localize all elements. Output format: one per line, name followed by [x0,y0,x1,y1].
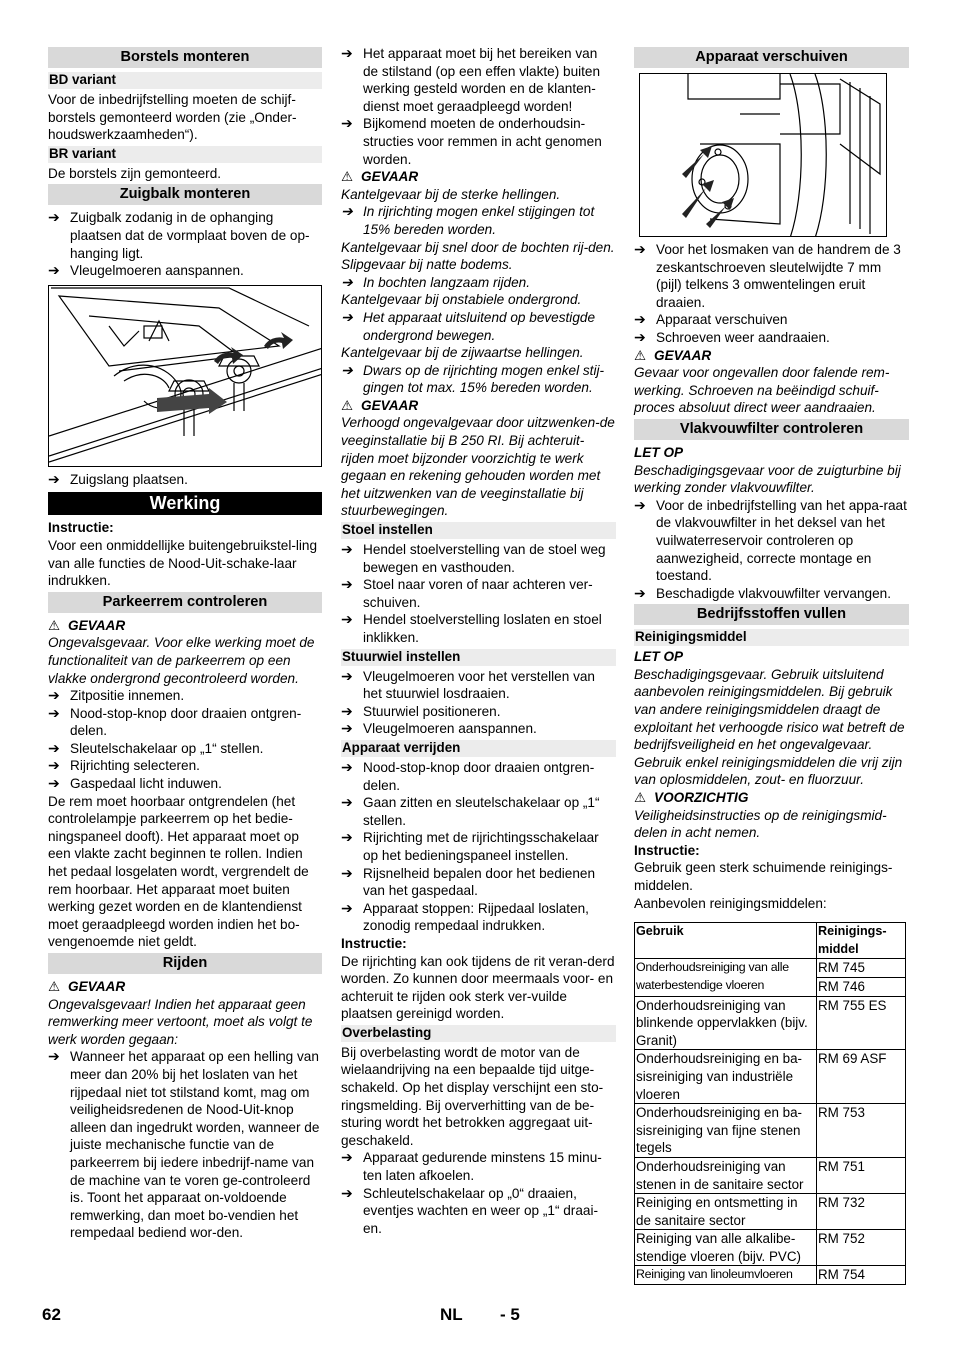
arrow-icon: ➔ [341,541,353,558]
list-item: ➔ Rijrichting selecteren. [48,757,200,774]
table-row [635,1230,906,1266]
letop-label: LET OP [634,649,684,665]
arrow-icon: ➔ [341,361,353,378]
warning-text: Kantelgevaar bij onstabiele ondergrond. [341,292,582,308]
table-row [635,1194,906,1230]
column-1 [48,45,322,1242]
arrow-icon: ➔ [48,209,60,226]
list-item: ➔ Het apparaat moet bij het bereiken van de stilstand (op een effen vlakte) buiten werking gesteld worden en de klanten-dienst moet geraadpleegd worden! [341,45,601,114]
warning-icon: ⚠ [341,397,354,413]
table-row [635,1266,906,1285]
list-item: ➔ Nood-stop-knop door draaien ontgren-delen. [341,758,595,793]
arrow-icon: ➔ [341,720,353,737]
arrow-icon: ➔ [341,611,353,628]
paragraph-letop: Beschadigingsgevaar. Gebruik uitsluitend aanbevolen reinigingsmiddelen. Bij gebruik van andere reinigingsmiddelen draagt de exploitant het verhoogde risico wat betreft de bedrijfsveiligheid en het ongevalgevaar. Gebruik enkel reinigingsmiddelen die vrij zijn van oplosmiddelen, zout- en fluorzuur. [634,666,905,788]
arrow-icon: ➔ [341,203,353,220]
heading-rijden: Rijden [48,953,322,974]
arrow-icon: ➔ [341,702,353,719]
paragraph-bd: Voor de inbedrijfstelling moeten de schijf-borstels gemonteerd worden (zie „Onder-houdswerkzaamheden“). [48,92,297,143]
arrow-icon: ➔ [48,704,60,721]
arrow-icon: ➔ [341,1184,353,1201]
heading-bedrijfsstoffen: Bedrijfsstoffen vullen [634,604,909,625]
gevaar-label: ⚠ GEVAAR [634,347,712,363]
table-cell: Reiniging van linoleumvloeren [635,1266,817,1285]
list-item: ➔ Sleutelschakelaar op „1“ stellen. [48,739,264,756]
arrow-icon: ➔ [341,115,353,132]
list-item: ➔ Vleugelmoeren aanspannen. [341,720,537,737]
list-item: ➔ Schroeven weer aandraaien. [634,328,830,345]
arrow-icon: ➔ [341,273,353,290]
gevaar-label: ⚠ GEVAAR [48,617,126,633]
arrow-icon: ➔ [634,496,646,513]
list-item: ➔ Rijsnelheid bepalen door het bedienen van het gaspedaal. [341,864,596,899]
arrow-icon: ➔ [48,757,60,774]
arrow-icon: ➔ [341,864,353,881]
paragraph-overbelasting: Bij overbelasting wordt de motor van de wielaandrijving na een bepaalde tijd uitge-schakeld. Op het display verschijnt een sto-ringsmelding. Bij oververhitting van de be-sturing wordt het betrokken aggregaat uit-geschakeld. [341,1044,604,1148]
list-item: ➔ Schleutelschakelaar op „0“ draaien, eventjes wachten en weer op „1“ draai-en. [341,1184,598,1236]
table-cell: Onderhoudsreiniging en ba-sisreiniging van industriële vloeren [635,1050,817,1104]
list-item: ➔ Vleugelmoeren voor het verstellen van het stuurwiel losdraaien. [341,667,595,702]
arrow-icon: ➔ [48,262,60,279]
table-cell: Onderhoudsreiniging van stenen in de sanitaire sector [635,1157,817,1193]
language-code: NL [440,1305,463,1324]
warning-text: Kantelgevaar bij snel door de bochten rij-den. [341,239,615,255]
table-cell: RM 746 [817,977,906,996]
arrow-icon: ➔ [634,241,646,257]
heading-werking: Werking [48,492,322,515]
table-cell: RM 755 ES [817,996,906,1050]
voorzichtig-label: ⚠ VOORZICHTIG [634,790,749,806]
paragraph-rijden: Ongevalsgevaar! Indien het apparaat geen remwerking meer vertoont, moet als volgt te werk worden gegaan: [48,996,313,1047]
letop-label: LET OP [634,444,684,460]
heading-stoel: Stoel instellen [341,522,616,539]
arrow-icon: ➔ [634,584,646,601]
paragraph-br: De borstels zijn gemonteerd. [48,165,222,181]
list-item: ➔ Zuigbalk zodanig in de ophanging plaatsen dat de vormplaat boven de op-hanging ligt. [48,209,310,261]
table-row [635,1050,906,1104]
paragraph-rem: De rem moet hoorbaar ontgrendelen (het controlelampje parkeerrem op het bedie-ningspaneel dooft). Het apparaat moet op een vlakte zacht beginnen te rollen. Indien het pedaal losgelaten wordt, vergrendelt de rem hoorbaar. Het apparaat moet buiten werking gezet worden en de klantendienst moet geraadpleegd worden indien het bo-vengenoemde niet geldt. [48,793,309,950]
column-2 [341,45,616,1237]
page-number: 62 [42,1305,61,1324]
table-cell: Onderhoudsreiniging van blinkende oppervlakken (bijv. Granit) [635,996,817,1050]
instructie-label: Instructie: [341,935,407,951]
heading-zuigbalk: Zuigbalk monteren [48,184,322,205]
heading-vlakvouwfilter: Vlakvouwfilter controleren [634,419,909,440]
table-cell: Reiniging en ontsmetting in de sanitaire sector [635,1194,817,1230]
arrow-icon: ➔ [341,576,353,593]
paragraph-rijrichting: De rijrichting kan ook tijdens de rit veran-derd worden. Zo kunnen door meermaals voor- en achteruit te rijden ook sterk ver-vuilde plaatsen gereinigd worden. [341,953,615,1022]
list-item: ➔ Wanneer het apparaat op een helling van meer dan 20% bij het loslaten van het rijpedaal niet tot stilstand komt, mag om veiligheidsredenen de Nood-Uit-knop alleen dan ingedrukt worden, wanneer de juiste mechanische functie van de parkeerrem bij iedere inbedrijf-name van de machine van te voren ge-controleerd is. Toont het apparaat on-voldoende remwerking, dan moet bo-vendien het rempedaal bediend wor-den. [48,1048,320,1241]
list-item: ➔ Apparaat verschuiven [634,311,788,328]
list-item: ➔ Zuigslang plaatsen. [48,470,188,487]
list-item: ➔ Dwars op de rijrichting mogen enkel stij-gingen tot max. 15% bereden worden. [341,361,605,396]
list-item: ➔ Bijkomend moeten de onderhoudsin-structies voor remmen in acht genomen worden. [341,115,602,167]
table-cell: RM 751 [817,1157,906,1193]
warning-icon: ⚠ [634,790,647,806]
heading-br-variant: BR variant [48,146,322,163]
warning-icon: ⚠ [634,347,647,363]
arrow-icon: ➔ [634,328,646,345]
list-item: ➔ In rijrichting mogen enkel stijgingen tot 15% bereden worden. [341,203,595,237]
list-item: ➔ Rijrichting met de rijrichtingsschakelaar op het bedieningspaneel instellen. [341,829,599,863]
arrow-icon: ➔ [341,667,353,684]
list-item: ➔ Nood-stop-knop door draaien ontgren-delen. [48,704,302,739]
arrow-icon: ➔ [341,1149,353,1166]
warning-text: Kantelgevaar bij de zijwaartse hellingen. [341,345,584,361]
list-item: ➔ Gaspedaal licht induwen. [48,775,222,792]
list-item: ➔ Het apparaat uitsluitend op bevestigde ondergrond bewegen. [341,308,596,343]
paragraph-gevaar: Gevaar voor ongevallen door falende rem-werking. Schroeven na beëindigd schuif-proces absoluut direct weer aandraaien. [634,365,890,416]
list-item: ➔ Beschadigde vlakvouwfilter vervangen. [634,584,892,601]
list-item: ➔ Voor de inbedrijfstelling van het appa-raat de vlakvouwfilter in het deksel van het vuilwaterreservoir controleren op aanwezigheid, correcte montage en toestand. [634,496,907,584]
arrow-icon: ➔ [341,45,353,61]
list-item: ➔ Apparaat gedurende minstens 15 minu-ten laten afkoelen. [341,1149,602,1184]
arrow-icon: ➔ [634,311,646,328]
paragraph-aanbevolen: Aanbevolen reinigingsmiddelen: [634,895,827,911]
table-cell: Onderhoudsreiniging van alle waterbestendige vloeren [635,959,817,996]
list-item: ➔ In bochten langzaam rijden. [341,273,531,290]
handrem-illustration [639,73,887,237]
paragraph-parkeerrem: Ongevalsgevaar. Voor elke werking moet de functionaliteit van de parkeerrem op een vlakke ondergrond gecontroleerd worden. [48,635,315,686]
table-cell: RM 745 [817,959,906,978]
heading-stuurwiel: Stuurwiel instellen [341,649,616,666]
heading-verschuiven: Apparaat verschuiven [634,47,909,68]
warning-icon: ⚠ [341,169,354,185]
table-cell: RM 69 ASF [817,1050,906,1104]
warning-text: Slipgevaar bij natte bodems. [341,257,513,273]
table-cell: Onderhoudsreiniging en ba-sisreiniging van fijne stenen tegels [635,1104,817,1158]
table-row [635,996,906,1050]
list-item: ➔ Stoel naar voren of naar achteren ver-schuiven. [341,576,593,610]
list-item: ➔ Vleugelmoeren aanspannen. [48,262,244,279]
arrow-icon: ➔ [341,758,353,775]
arrow-icon: ➔ [341,794,353,811]
gevaar-label: ⚠ GEVAAR [341,169,419,185]
table-cell: RM 754 [817,1266,906,1285]
instructie-label: Instructie: [48,520,114,536]
warning-icon: ⚠ [48,979,61,994]
table-row [635,1157,906,1193]
gevaar-label: ⚠ GEVAAR [341,397,419,413]
warning-text: Kantelgevaar bij de sterke hellingen. [341,186,561,202]
table-cell: RM 753 [817,1104,906,1158]
arrow-icon: ➔ [48,775,60,792]
arrow-icon: ➔ [48,739,60,756]
reinigingsmiddel-table [634,922,906,1285]
instructie-label: Instructie: [634,842,700,858]
table-row [635,1104,906,1158]
paragraph-veeginstallatie: Verhoogd ongevalgevaar door uitzwenken-de veeginstallatie bij B 250 RI. Bij achteruit-rijden moet bijzonder voorzichtig te werk gegaan en rekening gehouden worden met het uitzwenken van de veeginstallatie bij stuurbewegingen. [341,415,615,519]
heading-parkeerrem: Parkeerrem controleren [48,592,322,613]
table-cell: RM 752 [817,1230,906,1266]
arrow-icon: ➔ [341,899,353,916]
paragraph-voorzichtig: Veiligheidsinstructies op de reinigingsmid-delen in acht nemen. [634,807,887,841]
arrow-icon: ➔ [341,308,353,325]
list-item: ➔ Apparaat stoppen: Rijpedaal loslaten, zonodig rempedaal indrukken. [341,899,589,934]
arrow-icon: ➔ [341,829,353,846]
arrow-icon: ➔ [48,687,60,704]
arrow-icon: ➔ [48,1048,60,1065]
table-row [635,959,906,978]
table-header: Reinigings-middel [817,923,906,959]
column-3 [634,45,909,1285]
list-item: ➔ Zitpositie innemen. [48,687,185,704]
heading-bd-variant: BD variant [48,72,322,89]
heading-reinigingsmiddel: Reinigingsmiddel [634,629,909,646]
arrow-icon: ➔ [48,470,60,487]
list-item: ➔ Hendel stoelverstelling van de stoel weg bewegen en vasthouden. [341,541,606,575]
table-header: Gebruik [635,923,817,959]
table-cell: Reiniging van alle alkalibe-stendige vloeren (bijv. PVC) [635,1230,817,1266]
gevaar-label: ⚠ GEVAAR [48,979,126,994]
section-page: - 5 [500,1305,520,1324]
list-item: ➔ Stuurwiel positioneren. [341,702,501,719]
heading-verrijden: Apparaat verrijden [341,740,616,757]
zuigbalk-illustration [48,285,322,467]
table-cell: RM 732 [817,1194,906,1230]
list-item: ➔ Hendel stoelverstelling loslaten en stoel inklikken. [341,611,602,645]
paragraph-instructie: Voor een onmiddellijke buitengebruikstel-ling van alle functies de Nood-Uit-schake-laar indrukken. [48,537,318,589]
paragraph-schuim: Gebruik geen sterk schuimende reinigings-middelen. [634,860,893,893]
list-item: ➔ Voor het losmaken van de handrem de 3 zeskantschroeven sleutelwijdte 7 mm (pijl) telkens 3 omwentelingen eruit draaien. [634,241,901,310]
heading-overbelasting: Overbelasting [341,1025,616,1042]
warning-icon: ⚠ [48,617,61,633]
heading-borstels: Borstels monteren [48,47,322,68]
paragraph-filter: Beschadigingsgevaar voor de zuigturbine bij werking zonder vlakvouwfilter. [634,462,901,496]
list-item: ➔ Gaan zitten en sleutelschakelaar op „1“ stellen. [341,794,600,828]
